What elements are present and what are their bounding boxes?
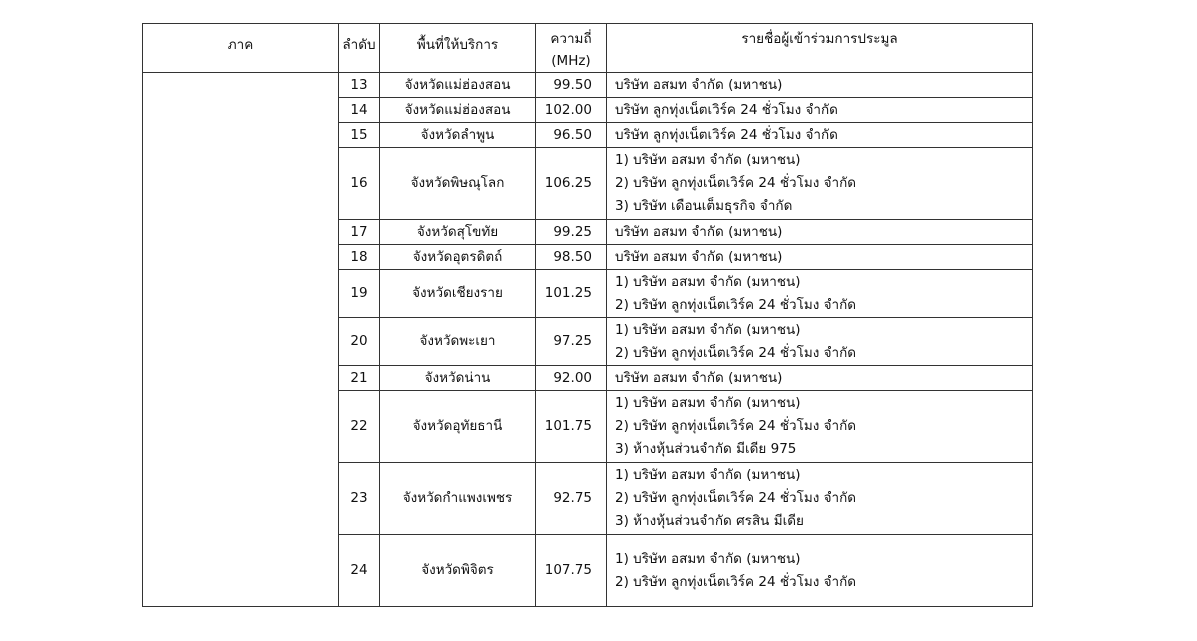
participant-name: 1) บริษัท อสมท จำกัด (มหาชน) — [615, 550, 801, 567]
participant-name: 2) บริษัท ลูกทุ่งเน็ตเวิร์ค 24 ชั่วโมง จำกัด — [615, 418, 857, 434]
order-cell: 20 — [339, 318, 380, 366]
province-cell: จังหวัดเชียงราย — [380, 270, 536, 318]
participants-cell — [607, 245, 1033, 270]
participant-name: 2) บริษัท ลูกทุ่งเน็ตเวิร์ค 24 ชั่วโมง จำกัด — [615, 296, 857, 313]
participants-cell — [607, 73, 1033, 98]
participants-cell — [607, 270, 1033, 318]
table-header-row — [143, 24, 1033, 73]
province-cell: จังหวัดอุตรดิตถ์ — [380, 245, 536, 270]
province-cell: จังหวัดอุทัยธานี — [380, 391, 536, 463]
header-frequency-label: ความถี่ — [550, 31, 592, 47]
order-cell: 24 — [339, 535, 380, 607]
participant-name: 2) บริษัท ลูกทุ่งเน็ตเวิร์ค 24 ชั่วโมง จำกัด — [615, 175, 857, 191]
participant-name: บริษัท อสมท จำกัด (มหาชน) — [615, 223, 783, 240]
participant-name: 1) บริษัท อสมท จำกัด (มหาชน) — [615, 152, 801, 168]
participant-name: 1) บริษัท อสมท จำกัด (มหาชน) — [615, 321, 801, 338]
participant-name: 1) บริษัท อสมท จำกัด (มหาชน) — [615, 273, 801, 290]
frequency-cell: 92.00 — [536, 366, 607, 391]
order-cell: 19 — [339, 270, 380, 318]
province-cell: จังหวัดกำแพงเพชร — [380, 463, 536, 535]
participant-name: 3) บริษัท เดือนเต็มธุรกิจ จำกัด — [615, 198, 793, 214]
participant-name: บริษัท อสมท จำกัด (มหาชน) — [615, 248, 783, 265]
participant-name: 3) ห้างหุ้นส่วนจำกัด มีเดีย 975 — [615, 441, 797, 457]
order-cell: 23 — [339, 463, 380, 535]
header-participants: รายชื่อผู้เข้าร่วมการประมูล — [607, 24, 1033, 73]
frequency-cell: 101.25 — [536, 270, 607, 318]
table-row — [143, 73, 1033, 98]
participant-name: 2) บริษัท ลูกทุ่งเน็ตเวิร์ค 24 ชั่วโมง จำกัด — [615, 573, 857, 590]
frequency-cell: 106.25 — [536, 148, 607, 220]
order-cell: 16 — [339, 148, 380, 220]
province-cell: จังหวัดแม่ฮ่องสอน — [380, 73, 536, 98]
province-cell: จังหวัดพะเยา — [380, 318, 536, 366]
frequency-cell: 102.00 — [536, 98, 607, 123]
frequency-cell: 99.50 — [536, 73, 607, 98]
frequency-cell: 99.25 — [536, 220, 607, 245]
participants-cell — [607, 318, 1033, 366]
participant-name: 1) บริษัท อสมท จำกัด (มหาชน) — [615, 395, 801, 411]
participant-name: บริษัท ลูกทุ่งเน็ตเวิร์ค 24 ชั่วโมง จำกัด — [615, 126, 838, 143]
order-cell: 14 — [339, 98, 380, 123]
province-cell: จังหวัดสุโขทัย — [380, 220, 536, 245]
participants-cell — [607, 148, 1033, 220]
header-region: ภาค — [143, 24, 339, 73]
province-cell: จังหวัดพิษณุโลก — [380, 148, 536, 220]
province-cell: จังหวัดแม่ฮ่องสอน — [380, 98, 536, 123]
header-frequency — [536, 24, 607, 73]
province-cell: จังหวัดพิจิตร — [380, 535, 536, 607]
participant-name: 1) บริษัท อสมท จำกัด (มหาชน) — [615, 467, 801, 483]
participants-cell — [607, 535, 1033, 607]
auction-results-table — [142, 23, 1033, 607]
province-cell: จังหวัดน่าน — [380, 366, 536, 391]
frequency-cell: 101.75 — [536, 391, 607, 463]
participants-cell — [607, 98, 1033, 123]
participants-cell — [607, 123, 1033, 148]
order-cell: 22 — [339, 391, 380, 463]
order-cell: 17 — [339, 220, 380, 245]
frequency-cell: 96.50 — [536, 123, 607, 148]
participant-name: 2) บริษัท ลูกทุ่งเน็ตเวิร์ค 24 ชั่วโมง จำกัด — [615, 344, 857, 361]
frequency-cell: 98.50 — [536, 245, 607, 270]
participant-name: 2) บริษัท ลูกทุ่งเน็ตเวิร์ค 24 ชั่วโมง จำกัด — [615, 490, 857, 506]
participant-name: บริษัท อสมท จำกัด (มหาชน) — [615, 369, 783, 386]
header-frequency-unit: (MHz) — [551, 53, 591, 69]
participant-name: 3) ห้างหุ้นส่วนจำกัด ศรสิน มีเดีย — [615, 513, 804, 529]
participants-cell — [607, 366, 1033, 391]
participants-cell — [607, 463, 1033, 535]
participant-name: บริษัท ลูกทุ่งเน็ตเวิร์ค 24 ชั่วโมง จำกัด — [615, 101, 838, 118]
frequency-cell: 92.75 — [536, 463, 607, 535]
frequency-cell: 107.75 — [536, 535, 607, 607]
order-cell: 18 — [339, 245, 380, 270]
participants-cell — [607, 220, 1033, 245]
order-cell: 13 — [339, 73, 380, 98]
region-cell — [143, 73, 339, 607]
participants-cell — [607, 391, 1033, 463]
participant-name: บริษัท อสมท จำกัด (มหาชน) — [615, 76, 783, 93]
province-cell: จังหวัดลำพูน — [380, 123, 536, 148]
header-order: ลำดับ — [339, 24, 380, 73]
frequency-cell: 97.25 — [536, 318, 607, 366]
header-area: พื้นที่ให้บริการ — [380, 24, 536, 73]
order-cell: 21 — [339, 366, 380, 391]
order-cell: 15 — [339, 123, 380, 148]
